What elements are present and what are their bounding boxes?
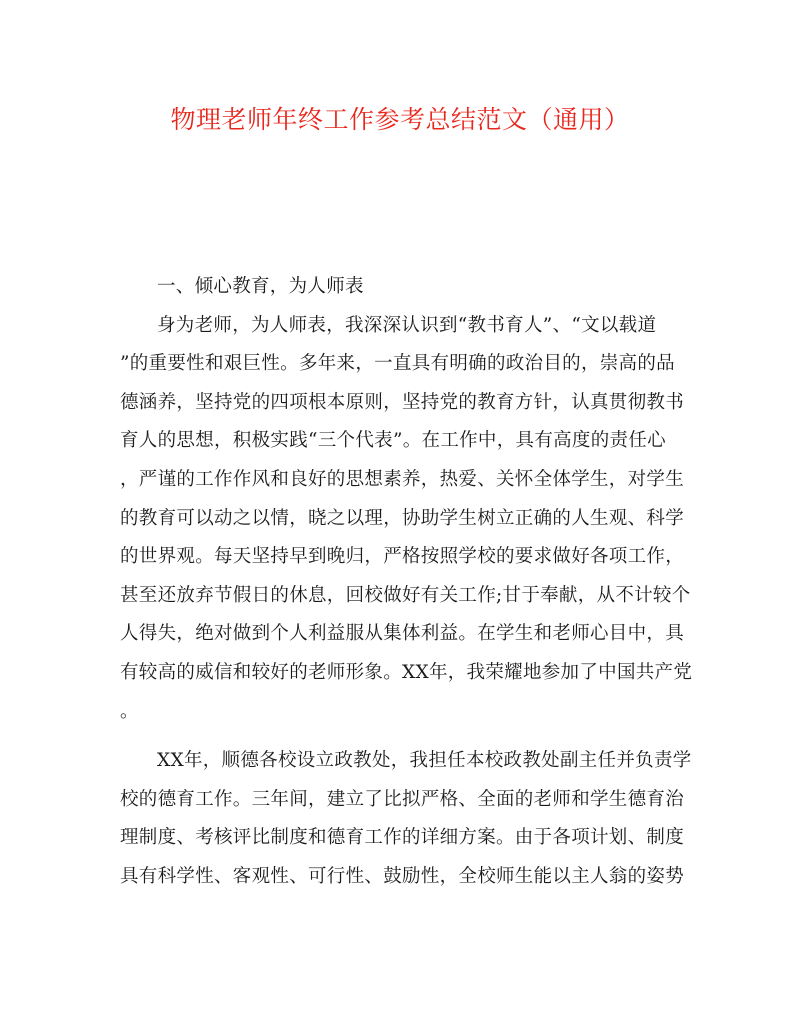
document-body (120, 268, 693, 897)
paragraph-line: 甚至还放弃节假日的休息，回校做好有关工作;甘于奉献，从不计较个 (120, 584, 691, 606)
paragraph-line: ，严谨的工作作风和良好的思想素养，热爱、关怀全体学生，对学生 (120, 468, 685, 490)
paragraph-line: 。 (120, 700, 139, 722)
paragraph-line: 的世界观。每天坚持早到晚归，严格按照学校的要求做好各项工作， (120, 546, 685, 568)
paragraph-line: 理制度、考核评比制度和德育工作的详细方案。由于各项计划、制度 (120, 827, 685, 849)
paragraph-line: XX年，顺德各校设立政教处，我担任本校政教处副主任并负责学 (157, 750, 692, 772)
paragraph-line: 的教育可以动之以情，晓之以理，协助学生树立正确的人生观、科学 (120, 507, 685, 529)
paragraph-line: 育人的思想，积极实践“三个代表”。在工作中，具有高度的责任心 (120, 430, 666, 452)
paragraph-line: 德涵养，坚持党的四项根本原则，坚持党的教育方针，认真贯彻教书 (120, 391, 685, 413)
paragraph-line: 校的德育工作。三年间，建立了比拟严格、全面的老师和学生德育治 (120, 788, 685, 810)
section-heading: 一、倾心教育，为人师表 (157, 276, 364, 297)
paragraph-2 (120, 742, 692, 896)
paragraph-line: ”的重要性和艰巨性。多年来，一直具有明确的政治目的，崇高的品 (120, 353, 675, 375)
paragraph-1 (120, 307, 693, 732)
document-title: 物理老师年终工作参考总结范文（通用） (170, 105, 630, 134)
paragraph-line: 具有科学性、客观性、可行性、鼓励性，全校师生能以主人翁的姿势 (120, 865, 685, 887)
paragraph-gap (120, 731, 666, 742)
paragraph-line: 身为老师，为人师表，我深深认识到“教书育人”、“文以载道 (157, 314, 657, 336)
paragraph-line: 有较高的威信和较好的老师形象。XX年，我荣耀地参加了中国共产党 (120, 661, 693, 683)
paragraph-line: 人得失，绝对做到个人利益服从集体利益。在学生和老师心目中，具 (120, 623, 685, 645)
